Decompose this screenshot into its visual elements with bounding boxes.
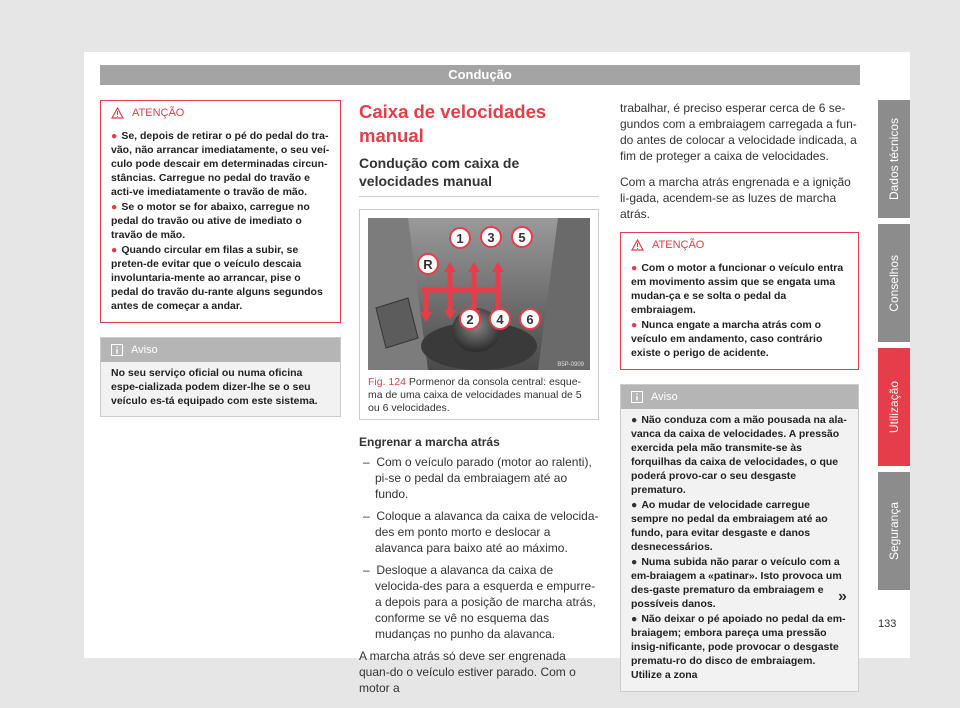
warning-title: ATENÇÃO bbox=[132, 107, 185, 119]
warning-item: ● Quando circular em filas a subir, se preten-de evitar que o veículo descaia involuntaria-mente ao arrancar, pise o pedal do travão du-rante alguns segundos antes de começar a andar. bbox=[111, 244, 323, 312]
note-item: ● Não conduza com a mão pousada na ala-vanca da caixa de velocidades. A pressão exercida pela mão transmite-se às forquilhas da caixa de velocidades, o que poderá provo-car o seu desgaste prematuro. bbox=[631, 414, 847, 496]
procedure-step: – Desloque a alavanca da caixa de velocida-des para a esquerda e empurre-a depois para a posição de marcha atrás, conforme se vê no esquema das mudanças no punho da alavanca. bbox=[363, 563, 596, 641]
figure-box bbox=[359, 209, 599, 420]
page-header: Condução bbox=[100, 65, 860, 85]
warning-box bbox=[100, 100, 341, 323]
warning-item: ● Se o motor se for abaixo, carregue no pedal do travão ou ative de imediato o travão de mão. bbox=[111, 201, 310, 241]
body-paragraph: A marcha atrás só deve ser engrenada quan-do o veículo estiver parado. Com o motor a bbox=[359, 649, 576, 695]
warning-title-bar bbox=[101, 101, 340, 125]
gear-label: 6 bbox=[526, 312, 534, 327]
gear-label: 2 bbox=[466, 312, 474, 327]
figure-caption bbox=[368, 376, 590, 415]
page-number: 133 bbox=[878, 618, 897, 630]
note-box bbox=[620, 384, 859, 692]
gear-label: R bbox=[423, 257, 433, 272]
note-text: No seu serviço oficial ou numa oficina espe-cializada podem dizer-lhe se o seu veículo es-tá equipado com este sistema. bbox=[111, 367, 318, 407]
note-box bbox=[100, 337, 341, 417]
section-title: Caixa de velocidades manual bbox=[359, 101, 547, 146]
body-paragraph: Com a marcha atrás engrenada e a ignição li-gada, acendem-se as luzes de marcha atrás. bbox=[620, 175, 851, 221]
figure-number: Fig. 124 bbox=[368, 376, 406, 388]
warning-title-bar bbox=[621, 233, 858, 257]
warning-triangle-icon bbox=[631, 239, 644, 251]
warning-box bbox=[620, 232, 859, 370]
gear-label: 1 bbox=[456, 231, 464, 246]
gear-label: 3 bbox=[487, 230, 495, 245]
sidebar-tab-utilizacao[interactable]: Utilização bbox=[878, 348, 910, 466]
note-item: ● Não deixar o pé apoiado no pedal da em-braiagem; embora pareça uma pressão insig-nificante, pode provocar o desgaste prematu-ro do disco de embraiagem. Utilize a zona bbox=[631, 613, 846, 681]
warning-title: ATENÇÃO bbox=[652, 239, 705, 251]
figure-caption-text: Pormenor da consola central: esque-ma de uma caixa de velocidades manual de 5 ou 6 velocidades. bbox=[368, 376, 582, 414]
warning-item: ● Nunca engate a marcha atrás com o veículo em andamento, caso contrário existe o perigo de acidente. bbox=[631, 319, 823, 359]
body-paragraph: trabalhar, é preciso esperar cerca de 6 se-gundos com a embraiagem carregada a fun-do antes de colocar a velocidade indicada, a fim de proteger a caixa de velocidades. bbox=[620, 101, 857, 163]
sidebar-tab-seguranca[interactable]: Segurança bbox=[878, 472, 910, 590]
note-item: ● Numa subida não parar o veículo com a em-braiagem a «patinar». Isto provoca um des-gaste prematuro da embraiagem e possíveis danos. bbox=[631, 556, 842, 610]
sidebar-tab-conselhos[interactable]: Conselhos bbox=[878, 224, 910, 342]
note-item: ● Ao mudar de velocidade carregue sempre no pedal da embraiagem até ao fundo, para evitar desgaste e danos desnecessários. bbox=[631, 499, 828, 553]
note-title-bar bbox=[621, 385, 858, 409]
procedure-heading: Engrenar a marcha atrás bbox=[359, 435, 500, 449]
info-icon bbox=[631, 391, 643, 403]
column-left bbox=[100, 100, 341, 431]
note-title: Aviso bbox=[131, 344, 158, 356]
column-right bbox=[620, 100, 859, 706]
column-middle bbox=[359, 100, 599, 706]
section-subtitle: Condução com caixa de velocidades manual bbox=[359, 154, 599, 197]
warning-triangle-icon bbox=[111, 107, 124, 119]
note-title: Aviso bbox=[651, 391, 678, 403]
warning-item: ● Se, depois de retirar o pé do pedal do tra-vão, não arrancar imediatamente, o seu veí-culo pode descair em determinadas circun-stâncias. Carregue no pedal do travão e acti-ve imediatamente o travão de mão. bbox=[111, 130, 330, 198]
sidebar-tab-dados-tecnicos[interactable]: Dados técnicos bbox=[878, 100, 910, 218]
note-title-bar bbox=[101, 338, 340, 362]
figure-code: B5P-0909 bbox=[557, 362, 584, 368]
continue-marker: » bbox=[838, 588, 847, 605]
warning-item: ● Com o motor a funcionar o veículo entra em movimento assim que se engata uma mudan-ça e se solta o pedal da embraiagem. bbox=[631, 262, 844, 316]
procedure-step: – Coloque a alavanca da caixa de velocida-des em ponto morto e deslocar a alavanca para baixo até ao máximo. bbox=[363, 509, 599, 555]
gear-shift-illustration bbox=[368, 218, 590, 370]
gear-label: 5 bbox=[518, 230, 526, 245]
procedure-step: – Com o veículo parado (motor ao ralenti), pi-se o pedal da embraiagem até ao fundo. bbox=[363, 455, 592, 501]
info-icon bbox=[111, 344, 123, 356]
gear-label: 4 bbox=[496, 312, 504, 327]
